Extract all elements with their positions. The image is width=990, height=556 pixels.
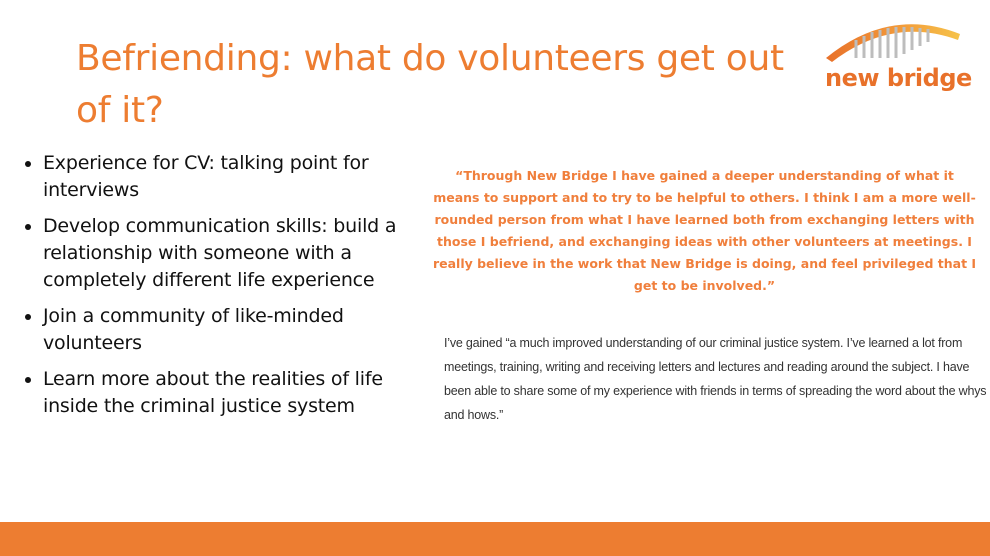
list-item: [22, 303, 432, 357]
list-item-text: Experience for CV: talking point for interviews: [43, 152, 369, 201]
list-item: [22, 150, 432, 204]
footer-bar: [0, 522, 990, 556]
list-item-text: Learn more about the realities of life inside the criminal justice system: [43, 368, 383, 417]
logo-wordmark: new bridge: [825, 64, 972, 92]
list-item-text: Join a community of like-minded volunteers: [43, 305, 344, 354]
list-item: [22, 366, 432, 420]
bullet-icon: [25, 314, 31, 320]
new-bridge-logo: [820, 12, 980, 92]
volunteer-quote-secondary: I’ve gained “a much improved understanding of our criminal justice system. I’ve learned a lot from meetings, training, writing and receiving letters and lectures and reading around the subject. I have been able to share some of my experience with friends in terms of spreading the word about the whys and hows.”: [444, 336, 987, 422]
list-item: [22, 213, 432, 294]
bullet-icon: [25, 161, 31, 167]
bridge-arch-icon: [820, 12, 980, 72]
list-item-text: Develop communication skills: build a relationship with someone with a completely different life experience: [43, 215, 397, 291]
benefits-list: [22, 150, 432, 429]
slide-title: Befriending: what do volunteers get out of it?: [76, 38, 784, 131]
bullet-icon: [25, 377, 31, 383]
volunteer-quote-primary: “Through New Bridge I have gained a deeper understanding of what it means to support and to try to be helpful to others. I think I am a more well-rounded person from what I have learned both from exchanging letters with those I befriend, and exchanging ideas with other volunteers at meetings. I really believe in the work that New Bridge is doing, and feel privileged that I get to be involved.”: [432, 168, 977, 293]
bullet-icon: [25, 224, 31, 230]
